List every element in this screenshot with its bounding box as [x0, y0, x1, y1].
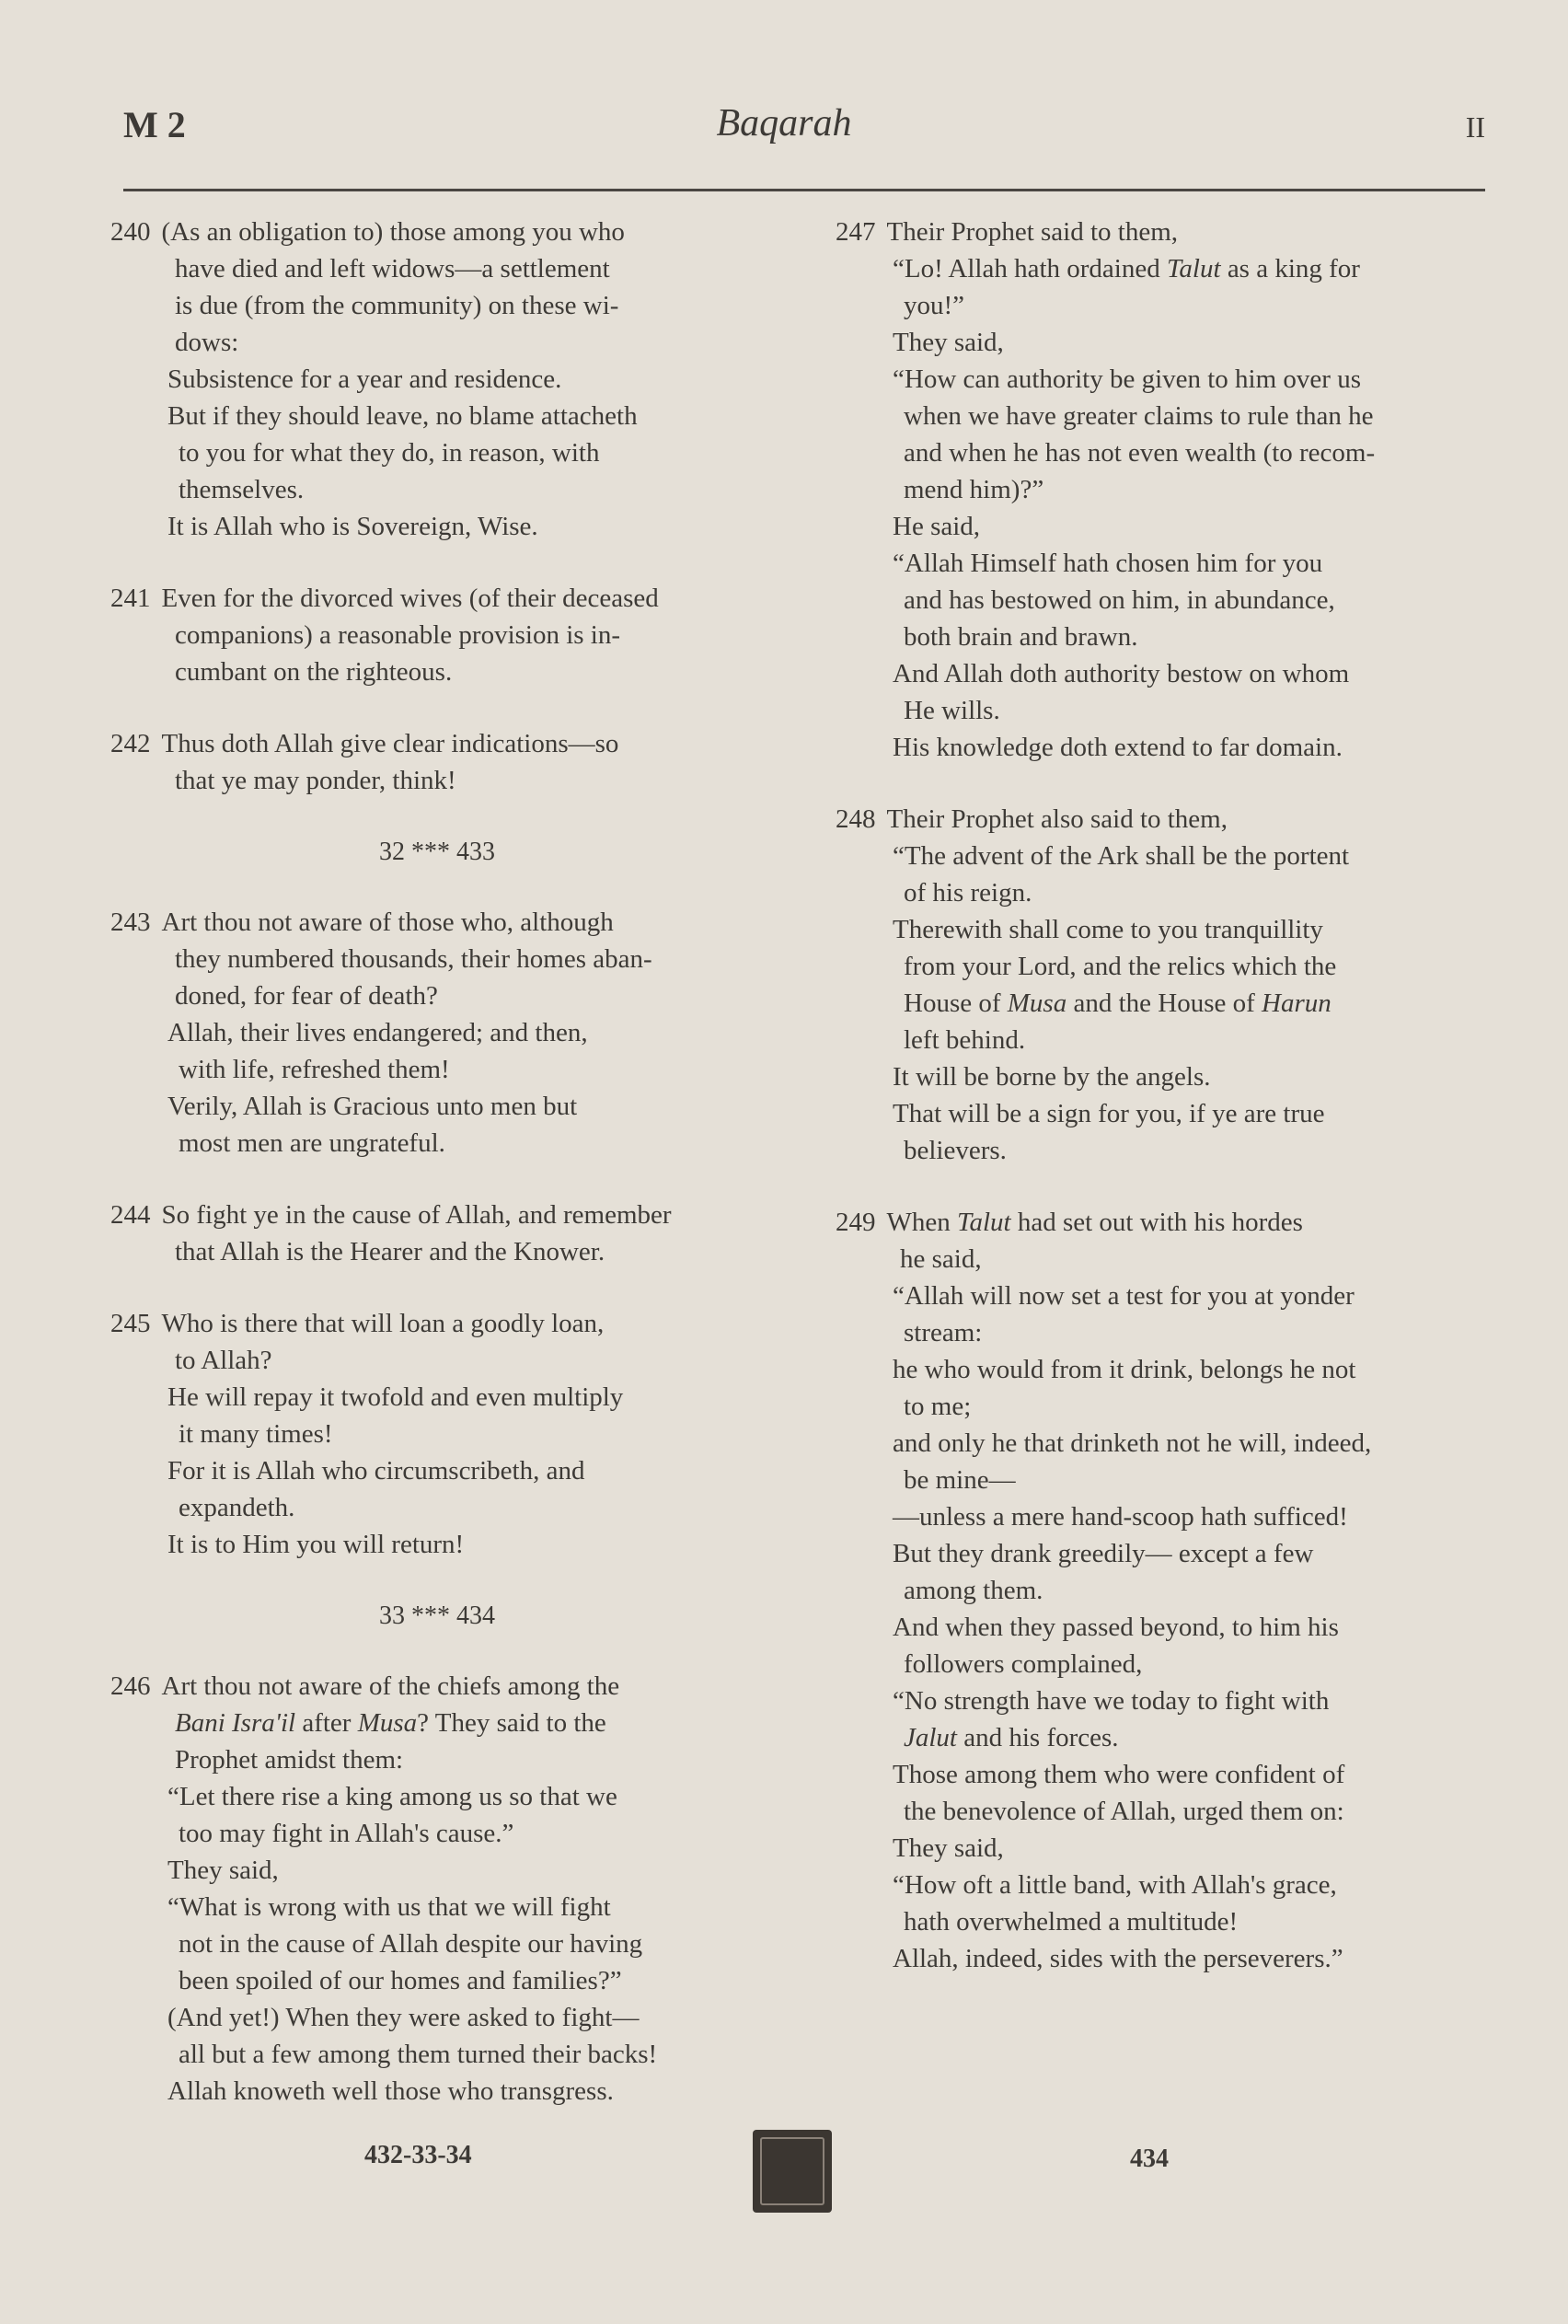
line-text: It is to Him you will return! — [167, 1530, 465, 1559]
verse-248 — [836, 801, 1485, 1169]
verse-line — [110, 361, 764, 398]
verse-line — [836, 1830, 1485, 1867]
line-text: “The advent of the Ark shall be the portent — [893, 841, 1350, 871]
verse-line — [836, 729, 1485, 766]
italic-name: Talut — [957, 1208, 1011, 1237]
verse-line — [836, 1095, 1485, 1169]
verse-line — [836, 1940, 1485, 1977]
line-text: to you for what they do, in reason, with — [179, 438, 600, 468]
verse-line — [836, 911, 1485, 1058]
continuation-line: Prophet amidst them: — [175, 1745, 404, 1775]
verse-number: 249 — [836, 1208, 876, 1237]
surah-title: Baqarah — [716, 102, 852, 145]
line-text: “What is wrong with us that we will fight — [167, 1892, 611, 1922]
verse-line — [836, 545, 1485, 655]
verse-241 — [110, 580, 764, 690]
line-text: too may fight in Allah's cause.” — [179, 1819, 514, 1848]
line-text: most men are ungrateful. — [179, 1128, 445, 1158]
verse-249 — [836, 1204, 1485, 1977]
verse-number: 242 — [110, 729, 151, 758]
line-text: themselves. — [179, 475, 305, 504]
line-text: He wills. — [904, 696, 1000, 725]
text-run: and the House of — [1066, 989, 1262, 1018]
verse-line — [836, 1682, 1485, 1756]
line-text: you!” — [904, 291, 965, 320]
verse-line — [836, 361, 1485, 508]
line-text: They said, — [893, 1833, 1004, 1863]
verse-line — [110, 1014, 764, 1088]
line-text: “Allah Himself hath chosen him for you — [893, 549, 1323, 578]
verse-242 — [110, 725, 764, 799]
verse-line — [110, 1889, 764, 1999]
verse-line — [110, 2073, 764, 2110]
continuation-line: is due (from the community) on these wi- — [175, 291, 619, 320]
verse-first-line — [110, 580, 764, 617]
line-text: hath overwhelmed a multitude! — [904, 1907, 1239, 1937]
verse-line — [836, 1351, 1485, 1425]
line-text: been spoiled of our homes and families?” — [179, 1966, 622, 1995]
right-column — [836, 214, 1485, 2012]
verse-text — [887, 1204, 1486, 1241]
verse-first-line — [836, 1204, 1485, 1241]
text-run: ? They said to the — [417, 1708, 606, 1738]
italic-name: Harun — [1262, 989, 1332, 1018]
line-text: and only he that drinketh not he will, indeed, — [893, 1428, 1372, 1458]
verse-first-line — [110, 1305, 764, 1342]
verse-line — [836, 250, 1485, 324]
text-run: When — [886, 1208, 957, 1237]
verse-first-line — [836, 214, 1485, 250]
verse-first-line — [110, 904, 764, 941]
verse-line — [110, 1526, 764, 1563]
line-text: For it is Allah who circumscribeth, and — [167, 1456, 585, 1486]
verse-line — [836, 1756, 1485, 1830]
line-text: “Let there rise a king among us so that we — [167, 1782, 617, 1811]
text-run: and his forces. — [957, 1723, 1119, 1752]
line-text: It will be borne by the angels. — [893, 1062, 1211, 1092]
left-column — [110, 214, 764, 2145]
text-run: “Lo! Allah hath ordained — [893, 254, 1167, 283]
verse-line — [110, 1379, 764, 1452]
line-text: from your Lord, and the relics which the — [904, 952, 1337, 981]
header-rule — [123, 189, 1485, 191]
verse-line — [110, 1778, 764, 1852]
line-text: it many times! — [179, 1419, 333, 1449]
verse-line — [110, 1088, 764, 1162]
line-text: But if they should leave, no blame attacheth — [167, 401, 638, 431]
verse-first-line — [110, 214, 764, 250]
line-text: both brain and brawn. — [904, 622, 1138, 652]
verse-text: Their Prophet said to them, — [886, 217, 1179, 247]
continuation-line: doned, for fear of death? — [175, 981, 438, 1011]
line-text: the benevolence of Allah, urged them on: — [904, 1797, 1344, 1826]
italic-name: Bani Isra'il — [175, 1708, 296, 1738]
verse-line — [110, 398, 764, 508]
verse-text: Even for the divorced wives (of their deceased — [161, 584, 659, 613]
line-text: when we have greater claims to rule than he — [904, 401, 1374, 431]
line-text: all but a few among them turned their backs! — [179, 2040, 658, 2069]
verse-number: 245 — [110, 1309, 151, 1338]
line-text: be mine— — [904, 1465, 1016, 1495]
continuation-line: to Allah? — [175, 1346, 272, 1375]
line-text: stream: — [904, 1318, 983, 1347]
line-text — [893, 1719, 1485, 1756]
line-text: with life, refreshed them! — [179, 1055, 450, 1084]
verse-text: Thus doth Allah give clear indications—so — [161, 729, 619, 758]
verse-number: 246 — [110, 1671, 151, 1701]
line-text: believers. — [904, 1136, 1007, 1165]
verse-line — [110, 1452, 764, 1526]
line-text: Allah knoweth well those who transgress. — [167, 2076, 614, 2106]
line-text: Allah, indeed, sides with the perseverers.” — [893, 1944, 1343, 1973]
verse-244 — [110, 1197, 764, 1270]
line-text: among them. — [904, 1576, 1043, 1605]
continuation-line — [110, 1705, 764, 1741]
line-text: he who would from it drink, belongs he not — [893, 1355, 1356, 1384]
verse-line — [110, 1999, 764, 2073]
line-text: and has bestowed on him, in abundance, — [904, 585, 1335, 615]
italic-name: Musa — [1007, 989, 1067, 1018]
ruku-marker: 33 *** 434 — [379, 1601, 495, 1630]
line-text: Allah, their lives endangered; and then, — [167, 1018, 588, 1047]
ruku-marker: 32 *** 433 — [379, 838, 495, 866]
line-text: “How oft a little band, with Allah's grace, — [893, 1870, 1337, 1900]
line-text: —unless a mere hand-scoop hath sufficed! — [893, 1502, 1348, 1532]
line-text — [893, 985, 1485, 1022]
verse-243 — [110, 904, 764, 1162]
line-text: Therewith shall come to you tranquillity — [893, 915, 1323, 944]
continuation-line: they numbered thousands, their homes aban- — [175, 944, 652, 974]
line-text: (And yet!) When they were asked to fight— — [167, 2003, 640, 2032]
verse-line — [836, 324, 1485, 361]
verse-first-line — [836, 801, 1485, 838]
line-text: But they drank greedily— except a few — [893, 1539, 1314, 1568]
italic-name: Talut — [1166, 254, 1221, 283]
line-text: That will be a sign for you, if ye are true — [893, 1099, 1325, 1128]
line-text: And when they passed beyond, to him his — [893, 1613, 1339, 1642]
continuation-line: that ye may ponder, think! — [175, 766, 456, 795]
line-text: It is Allah who is Sovereign, Wise. — [167, 512, 538, 541]
verse-text: Art thou not aware of the chiefs among the — [161, 1671, 620, 1701]
verse-first-line — [110, 1197, 764, 1233]
footer-page-number: 434 — [1130, 2145, 1169, 2173]
line-text — [893, 250, 1485, 287]
verse-number: 244 — [110, 1200, 151, 1230]
verse-first-line — [110, 1668, 764, 1705]
verse-line — [110, 508, 764, 545]
line-text: and when he has not even wealth (to recom- — [904, 438, 1376, 468]
verse-line — [836, 1058, 1485, 1095]
verse-line — [110, 1852, 764, 1889]
text-run: House of — [904, 989, 1008, 1018]
line-text: “How can authority be given to him over us — [893, 364, 1361, 394]
verse-number: 240 — [110, 217, 151, 247]
line-text: He will repay it twofold and even multiply — [167, 1382, 624, 1412]
verse-number: 248 — [836, 804, 876, 834]
line-text: And Allah doth authority bestow on whom — [893, 659, 1350, 688]
verse-line — [836, 1425, 1485, 1498]
continuation-line: he said, — [900, 1244, 982, 1274]
line-text: of his reign. — [904, 878, 1032, 908]
verse-number: 241 — [110, 584, 151, 613]
verse-text: Art thou not aware of those who, although — [161, 908, 614, 937]
line-text: Those among them who were confident of — [893, 1760, 1345, 1789]
verse-text: Who is there that will loan a goodly loan, — [161, 1309, 605, 1338]
italic-name: Musa — [357, 1708, 418, 1738]
line-text: not in the cause of Allah despite our having — [179, 1929, 643, 1959]
verse-text: (As an obligation to) those among you who — [161, 217, 625, 247]
continuation-line: dows: — [175, 328, 239, 357]
calligraphy-seal-icon — [753, 2130, 832, 2213]
line-text: Subsistence for a year and residence. — [167, 364, 562, 394]
verse-240 — [110, 214, 764, 545]
verse-line — [836, 655, 1485, 729]
line-text: followers complained, — [904, 1649, 1143, 1679]
continuation-line: cumbant on the righteous. — [175, 657, 453, 687]
verse-line — [836, 1535, 1485, 1609]
line-text: His knowledge doth extend to far domain. — [893, 733, 1343, 762]
line-text: expandeth. — [179, 1493, 295, 1522]
text-run: had set out with his hordes — [1010, 1208, 1303, 1237]
verse-line — [836, 1278, 1485, 1351]
text-run: as a king for — [1220, 254, 1360, 283]
verse-text: So fight ye in the cause of Allah, and remember — [161, 1200, 672, 1230]
verse-line — [836, 508, 1485, 545]
italic-name: Jalut — [904, 1723, 957, 1752]
verse-line — [836, 838, 1485, 911]
line-text: mend him)?” — [904, 475, 1044, 504]
verse-line — [836, 1498, 1485, 1535]
line-text: to me; — [904, 1392, 972, 1421]
line-text: They said, — [893, 328, 1004, 357]
continuation-line: companions) a reasonable provision is in- — [175, 620, 621, 650]
text-run: after — [295, 1708, 358, 1738]
verse-247 — [836, 214, 1485, 766]
line-text: left behind. — [904, 1025, 1026, 1055]
verse-number: 243 — [110, 908, 151, 937]
verse-245 — [110, 1305, 764, 1563]
line-text: “Allah will now set a test for you at yonder — [893, 1281, 1355, 1311]
line-text: They said, — [167, 1856, 279, 1885]
continuation-line: have died and left widows—a settlement — [175, 254, 610, 283]
continuation-line: that Allah is the Hearer and the Knower. — [175, 1237, 605, 1266]
verse-text: Their Prophet also said to them, — [886, 804, 1228, 834]
verse-first-line — [110, 725, 764, 762]
verse-246 — [110, 1668, 764, 2110]
line-text: “No strength have we today to fight with — [893, 1686, 1330, 1716]
manzil-label: M 2 — [123, 104, 186, 145]
line-text: He said, — [893, 512, 981, 541]
verse-number: 247 — [836, 217, 876, 247]
juz-label: II — [1465, 110, 1485, 144]
verse-line — [836, 1609, 1485, 1682]
verse-line — [836, 1867, 1485, 1940]
footer-reference: 432-33-34 — [364, 2141, 472, 2169]
line-text: Verily, Allah is Gracious unto men but — [167, 1092, 578, 1121]
